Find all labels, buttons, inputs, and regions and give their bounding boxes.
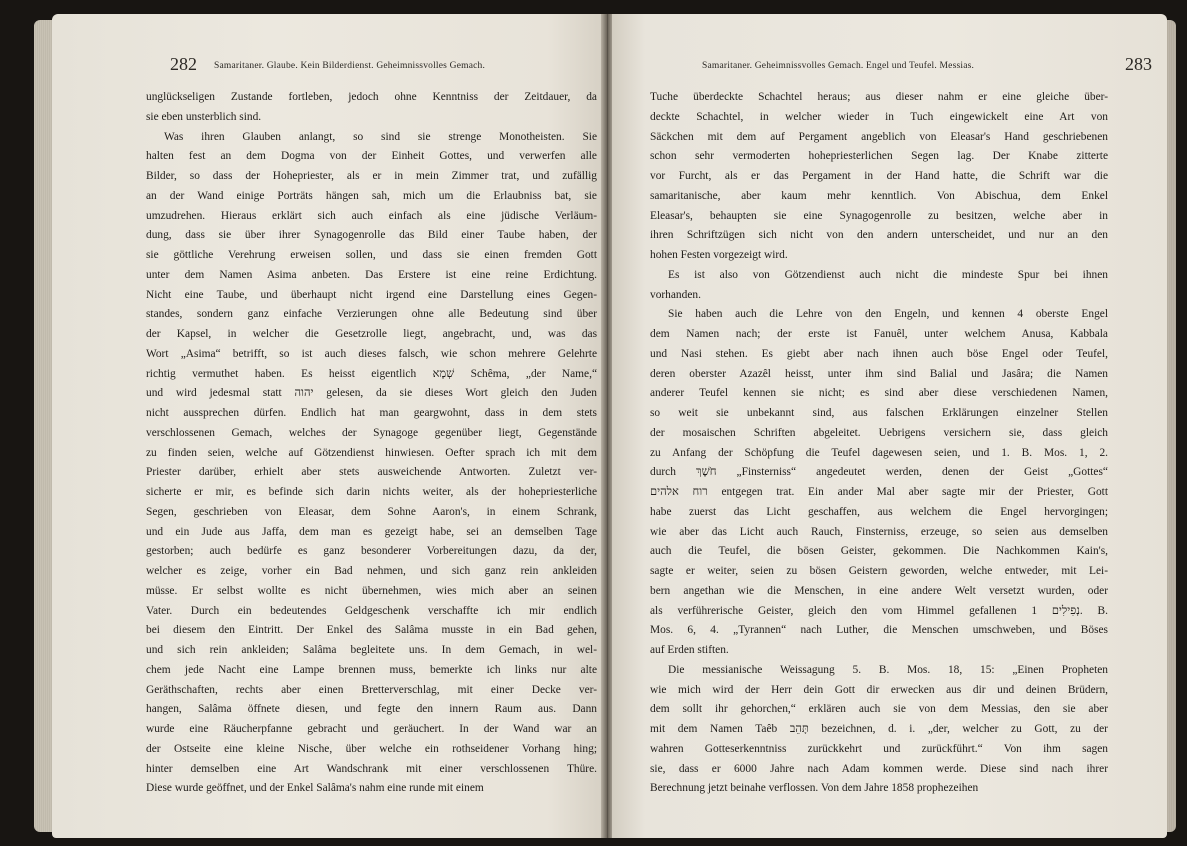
text-line: Was ihren Glauben anlangt, so sind sie strenge Monotheisten. Sie — [164, 130, 597, 143]
text-line: nicht aussprechen dürfen. Endlich hat man geargwohnt, dass in dem stets — [146, 407, 597, 419]
text-line: Mos. 6, 4. „Tyrannen“ nach Luther, die Menschen umschweben, und Böses — [650, 624, 1108, 637]
left-page-body — [146, 88, 597, 799]
text-line: sagte er weiter, seien zu bösen Geistern geworden, welche entweder, mit Lei- — [650, 565, 1108, 577]
text-line: anderer Teufel kennen sie nicht; es sind aber diese verschiedenen Namen, — [650, 387, 1108, 400]
text-line: wurde eine Räucherpfanne gebracht und geräuchert. In der Wand war an — [146, 723, 597, 735]
text-line: unglückseligen Zustande fortleben, jedoch ohne Kenntniss der Zeitdauer, da — [146, 91, 597, 103]
text-line: Segen, geschrieben von Eleasar, dem Sohne Aaron's, in einem Schrank, — [146, 505, 597, 518]
text-line: sicherte er mir, es befinde sich darin nichts weiter, als der hohepriesterliche — [146, 486, 597, 498]
text-line: deren oberster Azazêl heisst, unter ihm sind Balial und Jasâra; die Namen — [650, 367, 1108, 380]
text-line: und ein Jude aus Jaffa, dem man es gezeigt habe, sei an demselben Tage — [146, 525, 597, 538]
text-line: zu Anfang der Schöpfung die Teufel dagewesen seien, und 1. B. Mos. 1, 2. — [650, 446, 1108, 459]
text-line: mit dem Namen Taêb תָּהֵב bezeichnen, d. i. „der, welcher zu Gott, zu der — [650, 723, 1108, 735]
text-line: der mosaischen Schriften abgeleitet. Uebrigens versichern sie, dass gleich — [650, 426, 1108, 439]
text-line: Säckchen mit dem auf Pergament angeblich von Eleasar's Hand geschriebenen — [650, 130, 1108, 143]
text-line: dung, dass sie über ihrer Synagogenrolle das Bild einer Taube haben, der — [146, 229, 597, 242]
text-line: sie eben unsterblich sind. — [146, 110, 262, 123]
text-line: und wird jedesmal statt יהוה gelesen, da sie dieses Wort gleich den Juden — [146, 387, 597, 400]
text-line: bern angethan wie die Menschen, in eine andere Welt versetzt wurden, oder — [650, 584, 1108, 597]
text-line: an der Wand einige Porträts hängen sah, mich um die Erlaubniss bat, sie — [146, 189, 597, 202]
text-line: Sie haben auch die Lehre von den Engeln, und kennen 4 oberste Engel — [668, 308, 1108, 321]
text-line: als verführerische Geister, gleich den vom Himmel gefallenen נְפִילִים 1. B. — [650, 604, 1108, 617]
text-line: und sich rein ankleiden; Salâma begleitete uns. In dem Gemach, in wel- — [146, 644, 597, 656]
text-line: wahren Gotteserkenntniss zurückkehrt und zurückführt.“ Von ihm sagen — [650, 742, 1108, 755]
text-line: unter dem Namen Asima anbeten. Das Erstere ist eine reine Erdichtung. — [146, 268, 597, 281]
text-line: Nicht eine Taube, und überhaupt nicht irgend eine Darstellung eines Gegen- — [146, 288, 597, 301]
text-line: verschlossenen Gemach, welches der Synagoge gegenüber liegt, Gegenstände — [146, 426, 597, 439]
text-line: Diese wurde geöffnet, und der Enkel Salâma's nahm eine runde mit einem — [146, 782, 484, 795]
text-line: wie aber das Licht auch Rauch, Finsterniss, erzeuge, so seien aus demselben — [650, 525, 1108, 538]
left-running-header — [170, 54, 603, 84]
text-line: auch die Teufel, die bösen Geister, gekommen. Die Nachkommen Kain's, — [650, 545, 1108, 558]
text-line: richtig vermuthet haben. Es heisst eigentlich שְׁמָא Schêma, „der Name,“ — [146, 367, 597, 380]
text-line: und Nasi stehen. Es giebt aber nach ihnen auch böse Engel oder Teufel, — [650, 347, 1108, 360]
text-line: Bilder, so dass der Hohepriester, als er in mein Zimmer trat, und zufällig — [146, 170, 597, 182]
text-line: hohen Festen vorgezeigt wird. — [650, 249, 788, 261]
text-line: samaritanische, aber kaum mehr kenntlich. Von Abischua, dem Enkel — [650, 189, 1108, 202]
text-line: רוח אלהים entgegen trat. Ein ander Mal aber sagte mir der Priester, Gott — [650, 486, 1108, 498]
text-line: zu finden seien, welche auf Götzendienst hinwiesen. Oefter sprach ich mit dem — [146, 446, 597, 459]
text-line: standes, sondern ganz einfache Verzierungen ohne alle Bedeutung sind über — [146, 308, 597, 321]
text-line: durch חֹשֶׁךְ „Finsterniss“ angedeutet werden, denen der Geist „Gottes“ — [650, 466, 1108, 479]
text-line: Wort „Asima“ betrifft, so ist auch dieses falsch, wie schon mehrere Gelehrte — [146, 347, 597, 360]
text-line: Vater. Durch ein bedeutendes Geldgeschenk verschaffte ich mir endlich — [146, 604, 597, 617]
text-line: Die messianische Weissagung 5. B. Mos. 18, 15: „Einen Propheten — [668, 663, 1108, 676]
text-line: hangen, Salâma öffnete diesen, und fegte den innern Raum aus. Dann — [146, 703, 597, 716]
text-line: umzudrehen. Hieraus erklärt sich auch einfach als eine jüdische Verläum- — [146, 209, 597, 222]
text-line: wie mich wird der Herr dein Gott dir erwecken aus dir und deinen Brüdern, — [650, 683, 1108, 696]
text-line: Geräthschaften, rechts aber einen Bretterverschlag, mit einer Decke ver- — [146, 683, 597, 696]
text-line: Priester darüber, erhielt aber stets ausweichende Antworten. Zuletzt ver- — [146, 466, 597, 479]
left-page-edges — [34, 20, 54, 832]
right-page-edges — [1166, 20, 1176, 832]
text-line: Tuche überdeckte Schachtel heraus; aus dieser nahm er eine gleiche über- — [650, 91, 1108, 103]
text-line: gestorben; auch bedürfe es ganz besonderer Vorbereitungen dazu, da der, — [146, 545, 597, 558]
text-line: halten fest an dem Dogma von der Einheit Gottes, und verwerfen alle — [146, 150, 597, 163]
text-line: deckte Schachtel, in welcher wieder in Tuch eingewickelt eine Art von — [650, 110, 1108, 123]
text-line: der Kapsel, in welcher die Gesetzrolle liegt, angebracht, und, was das — [146, 328, 597, 340]
right-running-header — [702, 54, 1152, 84]
right-running-head-title: Samaritaner. Geheimnissvolles Gemach. Engel und Teufel. Messias. — [702, 61, 975, 71]
text-line: schon sehr vermoderten hohepriesterlichen Segen lag. Der Knabe zitterte — [650, 150, 1108, 163]
text-line: Es ist also von Götzendienst auch nicht die mindeste Spur bei ihnen — [668, 268, 1108, 281]
text-line: dem sollt ihr gehorchen,“ erklären auch sie von dem Messias, den sie aber — [650, 703, 1108, 716]
left-page-number: 282 — [170, 54, 197, 74]
text-line: auf Erden stiften. — [650, 644, 729, 656]
left-running-head-title: Samaritaner. Glaube. Kein Bilderdienst. Geheimnissvolles Gemach. — [214, 61, 486, 71]
right-page — [612, 14, 1167, 838]
text-line: welcher es zeige, vorher ein Bad nehmen, und sich ganz rein ankleiden — [146, 565, 597, 577]
text-line: so weit sie unbekannt sind, aus falschen Erklärungen einzelner Stellen — [650, 407, 1108, 419]
text-line: sie, dass er 6000 Jahre nach Adam kommen werde. Diese sind nach ihrer — [650, 762, 1108, 775]
text-line: dem Namen nach; der erste ist Fanuêl, unter welchem Anusa, Kabbala — [650, 328, 1108, 340]
left-page — [52, 14, 603, 838]
text-line: bei diesem den Eintritt. Der Enkel des Salâma musste in ein Bad gehen, — [146, 624, 597, 637]
text-line: Berechnung jetzt beinahe verflossen. Von dem Jahre 1858 prophezeihen — [650, 782, 979, 795]
text-line: müsse. Er selbst wollte es nicht übernehmen, wies mich aber an seinen — [146, 584, 597, 597]
right-page-number: 283 — [1125, 54, 1152, 74]
text-line: hinter demselben eine Art Wandschrank mit einer verschlossenen Thüre. — [146, 762, 597, 775]
text-line: der Ostseite eine kleine Nische, über welche ein rothseidener Vorhang hing; — [146, 742, 597, 755]
text-line: sie göttliche Verehrung erweisen sollen, und dass sie einen fremden Gott — [146, 249, 597, 261]
text-line: Eleasar's, behaupten sie eine Synagogenrolle zu besitzen, welche aber in — [650, 209, 1108, 222]
text-line: habe zuerst das Licht geschaffen, aus welchem die Engel hervorgingen; — [650, 505, 1108, 518]
right-page-body — [650, 88, 1108, 799]
text-line: chem jede Nacht eine Lampe brennen muss, bemerkte ich links nur alte — [146, 663, 597, 676]
text-line: vor Furcht, als er das Pergament in der Hand hatte, die Schrift war die — [650, 170, 1108, 182]
text-line: ihren Schriftzügen sich nicht von den andern unterscheidet, und nur an den — [650, 229, 1108, 242]
text-line: vorhanden. — [650, 288, 701, 301]
